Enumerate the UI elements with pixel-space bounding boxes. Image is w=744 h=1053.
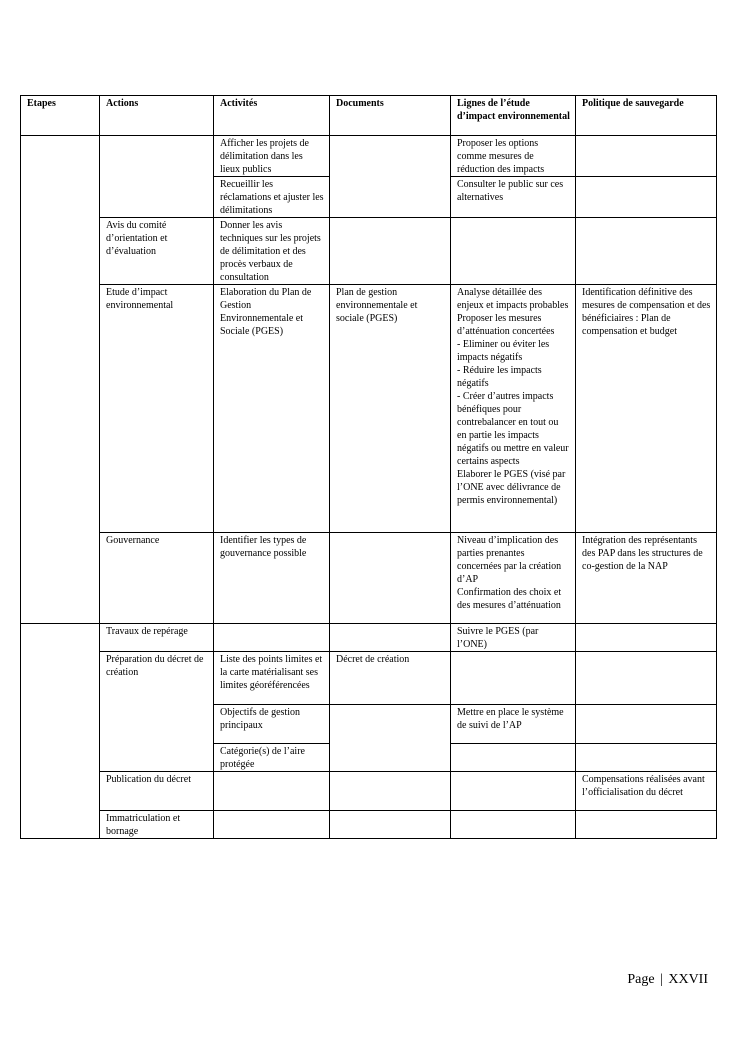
action-cell: Etude d’impact environnemental xyxy=(100,285,214,533)
header-politique: Politique de sauvegarde xyxy=(576,96,717,136)
page-separator: | xyxy=(660,972,663,987)
activite-cell: Liste des points limites et la carte matérialisant ses limites géoréférencées xyxy=(214,652,330,705)
politique-cell xyxy=(576,177,717,218)
header-lignes-etude: Lignes de l’étude d’impact environnemental xyxy=(451,96,576,136)
document-cell xyxy=(330,811,451,839)
document-cell xyxy=(330,218,451,285)
politique-cell xyxy=(576,136,717,177)
action-cell: Publication du décret xyxy=(100,772,214,811)
table-row xyxy=(21,218,717,285)
action-cell: Préparation du décret de création xyxy=(100,652,214,772)
document-cell xyxy=(330,533,451,624)
ligne-cell: Consulter le public sur ces alternatives xyxy=(451,177,576,218)
table-row xyxy=(21,285,717,533)
action-cell: Immatriculation et bornage xyxy=(100,811,214,839)
politique-cell xyxy=(576,624,717,652)
table-row xyxy=(21,533,717,624)
politique-cell xyxy=(576,218,717,285)
politique-cell: Compensations réalisées avant l’officialisation du décret xyxy=(576,772,717,811)
activite-cell: Donner les avis techniques sur les projets de délimitation et des procès verbaux de consultation xyxy=(214,218,330,285)
action-cell: Avis du comité d’orientation et d’évaluation xyxy=(100,218,214,285)
politique-cell: Intégration des représentants des PAP dans les structures de co-gestion de la NAP xyxy=(576,533,717,624)
politique-cell: Identification définitive des mesures de compensation et des bénéficiaires : Plan de compensation et budget xyxy=(576,285,717,533)
ligne-cell xyxy=(451,218,576,285)
activite-cell xyxy=(214,624,330,652)
etape-cell xyxy=(21,624,100,839)
activite-cell: Afficher les projets de délimitation dans les lieux publics xyxy=(214,136,330,177)
document-cell xyxy=(330,136,451,218)
activite-cell: Recueillir les réclamations et ajuster les délimitations xyxy=(214,177,330,218)
politique-cell xyxy=(576,652,717,705)
ligne-cell xyxy=(451,811,576,839)
etape-cell xyxy=(21,136,100,624)
activite-cell: Objectifs de gestion principaux xyxy=(214,705,330,744)
table-row xyxy=(21,772,717,811)
ligne-cell: Analyse détaillée des enjeux et impacts probables Proposer les mesures d’atténuation concertées - Eliminer ou éviter les impacts négatifs - Réduire les impacts négatifs - Créer d’autres impacts bénéfiques pour contrebalancer en tout ou en partie les impacts négatifs ou mettre en valeur certains aspects Elaborer le PGES (visé par l’ONE avec délivrance de permis environnemental) xyxy=(451,285,576,533)
header-etapes: Etapes xyxy=(21,96,100,136)
header-actions: Actions xyxy=(100,96,214,136)
activite-cell: Elaboration du Plan de Gestion Environnementale et Sociale (PGES) xyxy=(214,285,330,533)
ligne-cell xyxy=(451,772,576,811)
ligne-cell: Proposer les options comme mesures de réduction des impacts xyxy=(451,136,576,177)
politique-cell xyxy=(576,705,717,744)
table-row xyxy=(21,136,717,177)
table-row xyxy=(21,652,717,705)
action-cell xyxy=(100,136,214,218)
ligne-cell: Niveau d’implication des parties prenantes concernées par la création d’AP Confirmation des choix et des mesures d’atténuation xyxy=(451,533,576,624)
activite-cell xyxy=(214,772,330,811)
sauvegarde-table xyxy=(20,95,717,839)
politique-cell xyxy=(576,811,717,839)
header-activites: Activités xyxy=(214,96,330,136)
ligne-cell: Suivre le PGES (par l’ONE) xyxy=(451,624,576,652)
header-documents: Documents xyxy=(330,96,451,136)
activite-cell: Catégorie(s) de l’aire protégée xyxy=(214,744,330,772)
document-cell: Plan de gestion environnementale et sociale (PGES) xyxy=(330,285,451,533)
action-cell: Travaux de repérage xyxy=(100,624,214,652)
activite-cell xyxy=(214,811,330,839)
activite-cell: Identifier les types de gouvernance possible xyxy=(214,533,330,624)
table-row xyxy=(21,811,717,839)
table-row xyxy=(21,624,717,652)
page-label: Page xyxy=(627,972,655,987)
document-cell xyxy=(330,772,451,811)
ligne-cell xyxy=(451,744,576,772)
ligne-cell: Mettre en place le système de suivi de l’AP xyxy=(451,705,576,744)
table-header-row xyxy=(21,96,717,136)
page-number: XXVII xyxy=(668,972,708,987)
document-cell xyxy=(330,624,451,652)
action-cell: Gouvernance xyxy=(100,533,214,624)
document-cell xyxy=(330,705,451,772)
politique-cell xyxy=(576,744,717,772)
document-cell: Décret de création xyxy=(330,652,451,705)
ligne-cell xyxy=(451,652,576,705)
page-footer xyxy=(627,972,708,988)
